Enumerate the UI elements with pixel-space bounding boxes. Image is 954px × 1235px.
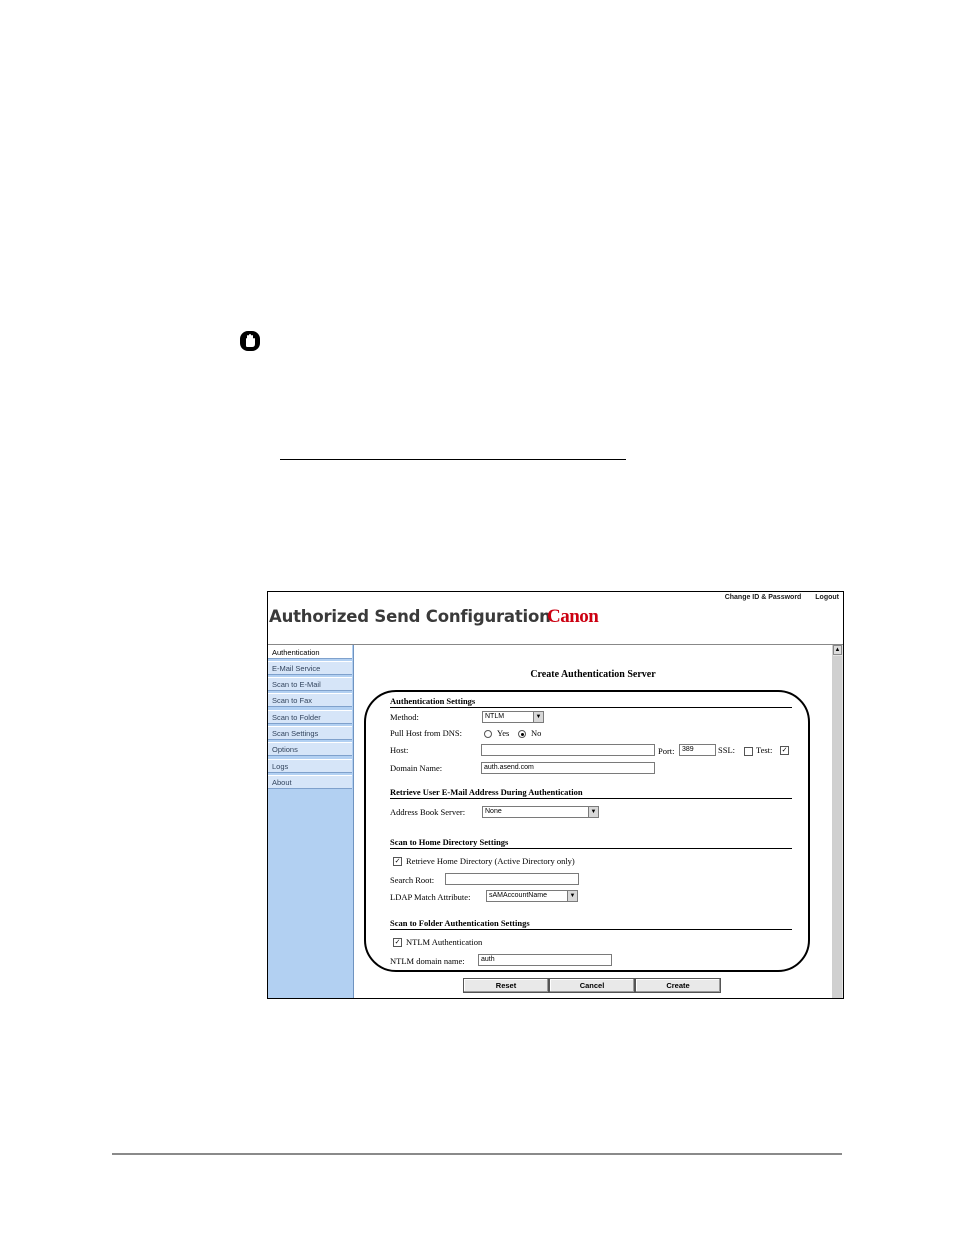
scroll-up-icon[interactable]: ▲: [834, 647, 841, 653]
no-label: No: [531, 728, 542, 738]
header-links: [713, 594, 839, 601]
section-rule: [390, 798, 792, 799]
retrieve-home-dir-checkbox[interactable]: ✓: [394, 857, 401, 865]
change-id-password-link[interactable]: Change ID & Password: [724, 594, 802, 601]
sidebar-item-authentication[interactable]: Authentication: [268, 645, 352, 659]
reset-button[interactable]: Reset: [463, 978, 549, 993]
ssl-checkbox[interactable]: [744, 747, 753, 756]
cancel-button[interactable]: Cancel: [549, 978, 635, 993]
ntlm-domain-label: NTLM domain name:: [390, 956, 465, 966]
method-label: Method:: [390, 712, 419, 722]
logout-link[interactable]: Logout: [815, 594, 839, 601]
sidebar-item-scan-settings[interactable]: Scan Settings: [268, 726, 352, 740]
host-label: Host:: [390, 745, 409, 755]
ntlm-auth-label: NTLM Authentication: [406, 937, 483, 947]
sidebar-item-email-service[interactable]: E-Mail Service: [268, 661, 352, 675]
app-title: Authorized Send Configuration: [269, 607, 551, 626]
header-divider: [268, 644, 843, 645]
retrieve-home-dir-label: Retrieve Home Directory (Active Directory only): [406, 856, 575, 866]
ntlm-domain-input[interactable]: auth: [478, 954, 612, 966]
pull-host-yes-radio[interactable]: [484, 730, 492, 738]
scroll-thumb[interactable]: [833, 656, 842, 998]
ldap-match-label: LDAP Match Attribute:: [390, 892, 471, 902]
create-button[interactable]: Create: [635, 978, 721, 993]
section-heading-auth: Authentication Settings: [390, 696, 476, 706]
section-heading-folder-auth: Scan to Folder Authentication Settings: [390, 918, 530, 928]
sidebar: [268, 645, 354, 998]
test-label: Test:: [756, 745, 773, 755]
link-underline: [280, 459, 626, 460]
ldap-match-select[interactable]: [486, 890, 578, 902]
host-input[interactable]: [481, 744, 655, 756]
caution-hand-icon: [239, 330, 261, 352]
section-heading-retrieve-email: Retrieve User E-Mail Address During Authentication: [390, 787, 583, 797]
vertical-scrollbar[interactable]: [832, 645, 843, 998]
section-rule: [390, 929, 792, 930]
footer-rule: [112, 1153, 842, 1155]
chevron-down-icon: ▼: [567, 891, 577, 901]
ssl-label: SSL:: [718, 745, 736, 755]
method-select[interactable]: [482, 711, 544, 723]
section-rule: [390, 707, 792, 708]
sidebar-item-options[interactable]: Options: [268, 742, 352, 756]
canon-logo: Canon: [547, 606, 599, 627]
ldap-match-value: sAMAccountName: [489, 892, 547, 899]
form-title: Create Authentication Server: [530, 669, 656, 680]
address-book-select[interactable]: [482, 806, 599, 818]
screenshot-figure: [267, 591, 844, 999]
method-value: NTLM: [485, 713, 505, 720]
sidebar-item-scan-to-email[interactable]: Scan to E-Mail: [268, 677, 352, 691]
section-rule: [390, 848, 792, 849]
address-book-label: Address Book Server:: [390, 807, 466, 817]
section-heading-home-dir: Scan to Home Directory Settings: [390, 837, 509, 847]
port-label: Port:: [658, 746, 675, 756]
ntlm-auth-checkbox[interactable]: ✓: [394, 938, 401, 946]
address-book-value: None: [485, 808, 502, 815]
sidebar-item-logs[interactable]: Logs: [268, 759, 352, 773]
search-root-input[interactable]: [445, 873, 579, 885]
port-input[interactable]: 389: [679, 744, 716, 756]
search-root-label: Search Root:: [390, 875, 435, 885]
chevron-down-icon: ▼: [588, 807, 598, 817]
test-checkbox[interactable]: ✓: [781, 746, 788, 754]
sidebar-item-about[interactable]: About: [268, 775, 352, 789]
pull-host-no-radio[interactable]: [518, 730, 526, 738]
domain-name-label: Domain Name:: [390, 763, 443, 773]
chevron-down-icon: ▼: [533, 712, 543, 722]
pull-host-label: Pull Host from DNS:: [390, 728, 463, 738]
domain-name-input[interactable]: auth.asend.com: [481, 762, 655, 774]
sidebar-item-scan-to-fax[interactable]: Scan to Fax: [268, 693, 352, 707]
yes-label: Yes: [497, 728, 510, 738]
sidebar-item-scan-to-folder[interactable]: Scan to Folder: [268, 710, 352, 724]
